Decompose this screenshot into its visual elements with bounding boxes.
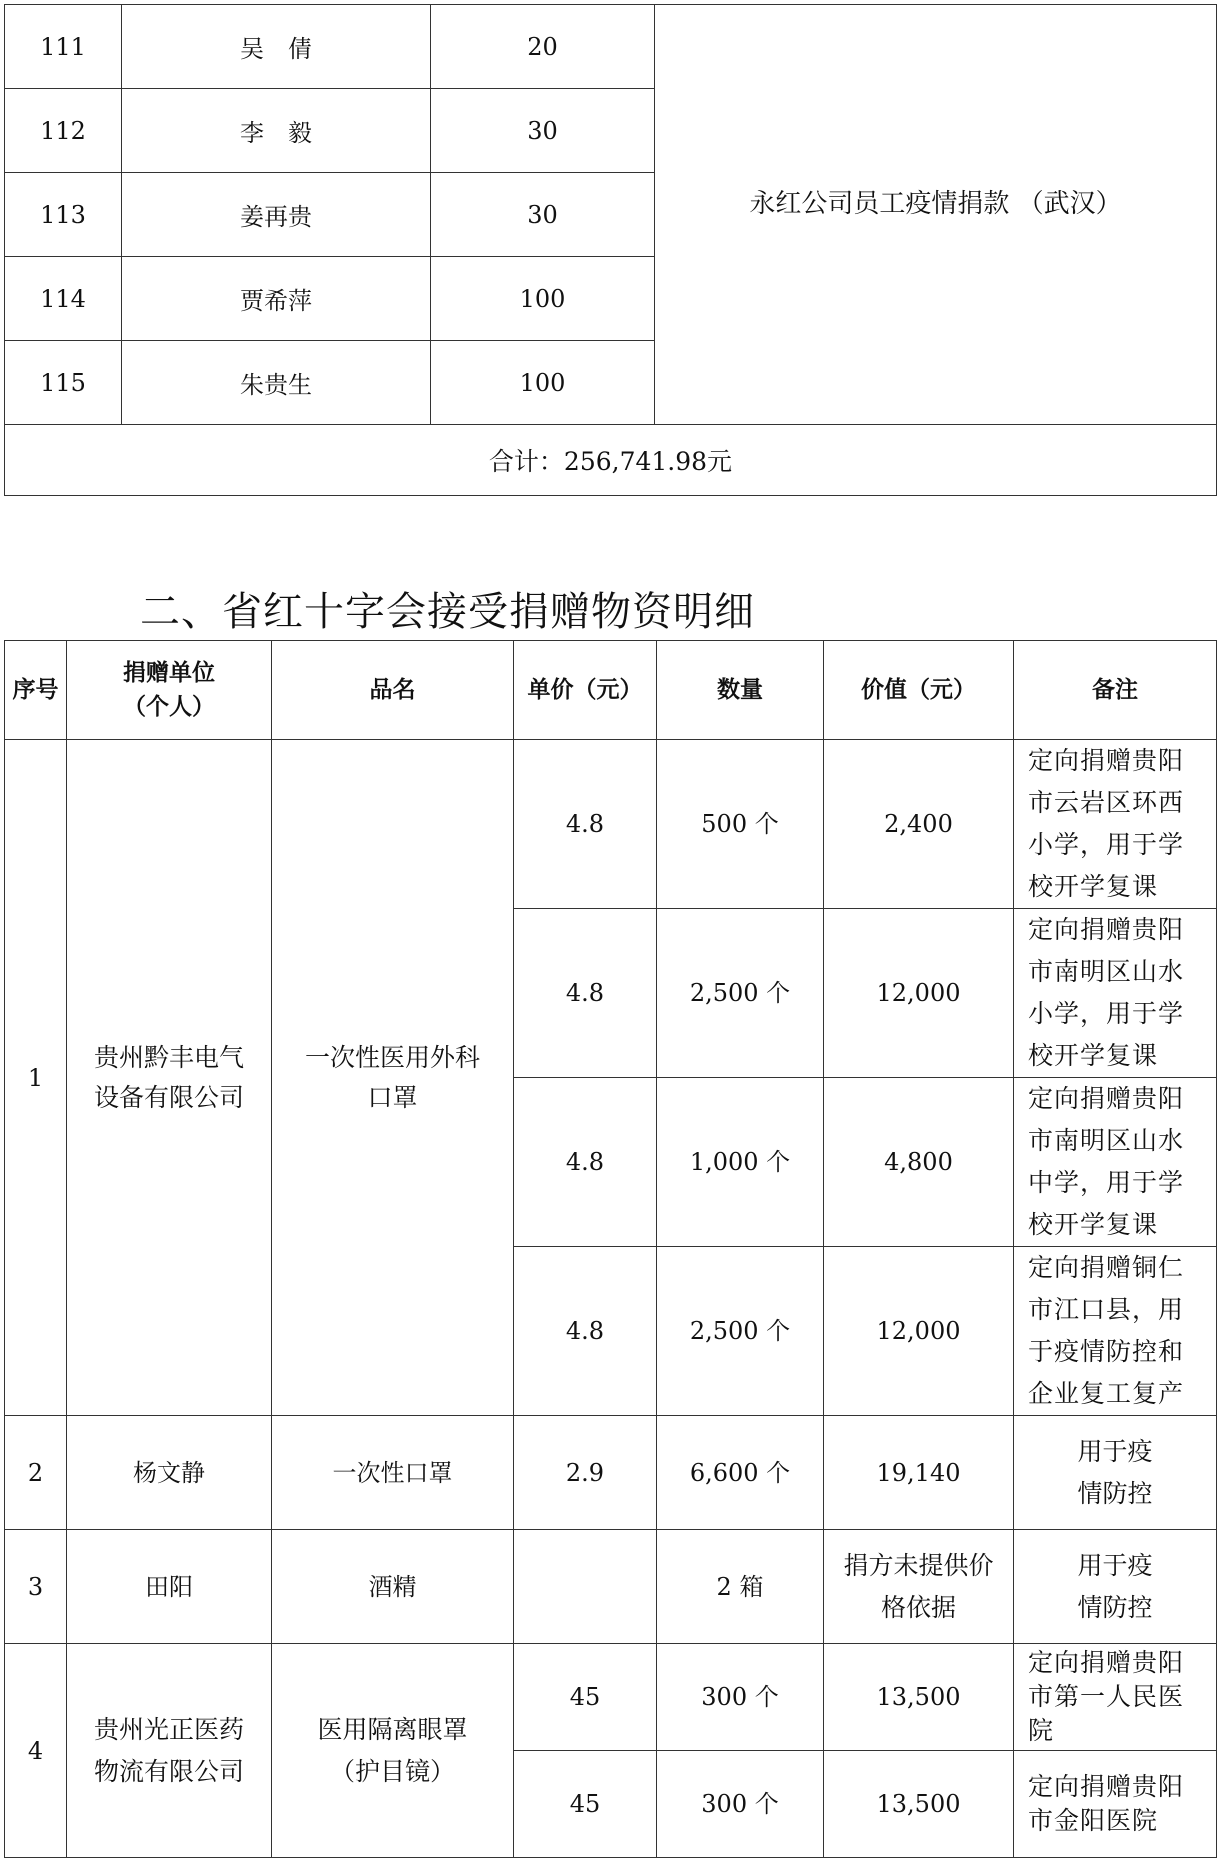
header-no: 序号 <box>5 641 67 740</box>
cell-item: 医用隔离眼罩（护目镜） <box>272 1644 514 1858</box>
cell-remark: 定向捐赠贵阳市第一人民医院 <box>1014 1644 1217 1751</box>
cell-quantity: 6,600 个 <box>657 1416 824 1530</box>
cell-value: 4,800 <box>824 1078 1014 1247</box>
total-amount: 合计：256,741.98元 <box>5 425 1217 496</box>
cell-no: 112 <box>5 89 122 173</box>
cell-remark: 定向捐赠贵阳市南明区山水中学，用于学校开学复课 <box>1014 1078 1217 1247</box>
cell-no: 2 <box>5 1416 67 1530</box>
cell-quantity: 2,500 个 <box>657 909 824 1078</box>
cell-no: 113 <box>5 173 122 257</box>
header-remark: 备注 <box>1014 641 1217 740</box>
section-title: 二、省红十字会接受捐赠物资明细 <box>140 589 755 635</box>
donation-table-materials <box>4 640 1217 1858</box>
header-item: 品名 <box>272 641 514 740</box>
cell-unit-price: 4.8 <box>514 1247 657 1416</box>
cell-donor: 贵州光正医药物流有限公司 <box>67 1644 272 1858</box>
cell-item: 一次性口罩 <box>272 1416 514 1530</box>
cell-amount: 30 <box>431 173 655 257</box>
cell-donor: 杨文静 <box>67 1416 272 1530</box>
cell-unit-price: 4.8 <box>514 909 657 1078</box>
cell-remark: 定向捐赠贵阳市南明区山水小学，用于学校开学复课 <box>1014 909 1217 1078</box>
cell-unit-price: 4.8 <box>514 1078 657 1247</box>
cell-no: 115 <box>5 341 122 425</box>
cell-name: 贾希萍 <box>122 257 431 341</box>
cell-remark: 用于疫情防控 <box>1014 1416 1217 1530</box>
cell-no: 114 <box>5 257 122 341</box>
cell-quantity: 2,500 个 <box>657 1247 824 1416</box>
cell-amount: 100 <box>431 341 655 425</box>
cell-name: 朱贵生 <box>122 341 431 425</box>
table-row <box>5 1530 1217 1644</box>
cell-donor: 田阳 <box>67 1530 272 1644</box>
cell-unit-price: 45 <box>514 1751 657 1858</box>
cell-no: 4 <box>5 1644 67 1858</box>
table-row <box>5 1416 1217 1530</box>
cell-value: 13,500 <box>824 1644 1014 1751</box>
cell-note: 永红公司员工疫情捐款 （武汉） <box>655 5 1217 425</box>
cell-amount: 30 <box>431 89 655 173</box>
cell-value: 13,500 <box>824 1751 1014 1858</box>
table-row <box>5 740 1217 909</box>
cell-no: 3 <box>5 1530 67 1644</box>
total-row <box>5 425 1217 496</box>
cell-unit-price: 2.9 <box>514 1416 657 1530</box>
cell-remark: 定向捐赠铜仁市江口县，用于疫情防控和企业复工复产 <box>1014 1247 1217 1416</box>
table-row <box>5 1644 1217 1751</box>
table-header-row <box>5 641 1217 740</box>
cell-quantity: 2 箱 <box>657 1530 824 1644</box>
cell-unit-price: 4.8 <box>514 740 657 909</box>
cell-quantity: 300 个 <box>657 1751 824 1858</box>
cell-no: 1 <box>5 740 67 1416</box>
cell-remark: 定向捐赠贵阳市金阳医院 <box>1014 1751 1217 1858</box>
cell-quantity: 300 个 <box>657 1644 824 1751</box>
cell-remark: 用于疫情防控 <box>1014 1530 1217 1644</box>
cell-name: 姜再贵 <box>122 173 431 257</box>
table-row <box>5 5 1217 89</box>
cell-value: 12,000 <box>824 909 1014 1078</box>
header-donor: 捐赠单位（个人） <box>67 641 272 740</box>
cell-remark: 定向捐赠贵阳市云岩区环西小学，用于学校开学复课 <box>1014 740 1217 909</box>
donation-table-cash <box>4 4 1217 496</box>
cell-value: 捐方未提供价格依据 <box>824 1530 1014 1644</box>
header-quantity: 数量 <box>657 641 824 740</box>
cell-amount: 100 <box>431 257 655 341</box>
cell-donor: 贵州黔丰电气设备有限公司 <box>67 740 272 1416</box>
cell-value: 2,400 <box>824 740 1014 909</box>
cell-unit-price: 45 <box>514 1644 657 1751</box>
cell-item: 酒精 <box>272 1530 514 1644</box>
cell-amount: 20 <box>431 5 655 89</box>
cell-value: 12,000 <box>824 1247 1014 1416</box>
cell-name: 李 毅 <box>122 89 431 173</box>
cell-no: 111 <box>5 5 122 89</box>
cell-item: 一次性医用外科口罩 <box>272 740 514 1416</box>
header-unit-price: 单价（元） <box>514 641 657 740</box>
cell-name: 吴 倩 <box>122 5 431 89</box>
cell-value: 19,140 <box>824 1416 1014 1530</box>
cell-quantity: 500 个 <box>657 740 824 909</box>
cell-quantity: 1,000 个 <box>657 1078 824 1247</box>
header-value: 价值（元） <box>824 641 1014 740</box>
cell-unit-price <box>514 1530 657 1644</box>
